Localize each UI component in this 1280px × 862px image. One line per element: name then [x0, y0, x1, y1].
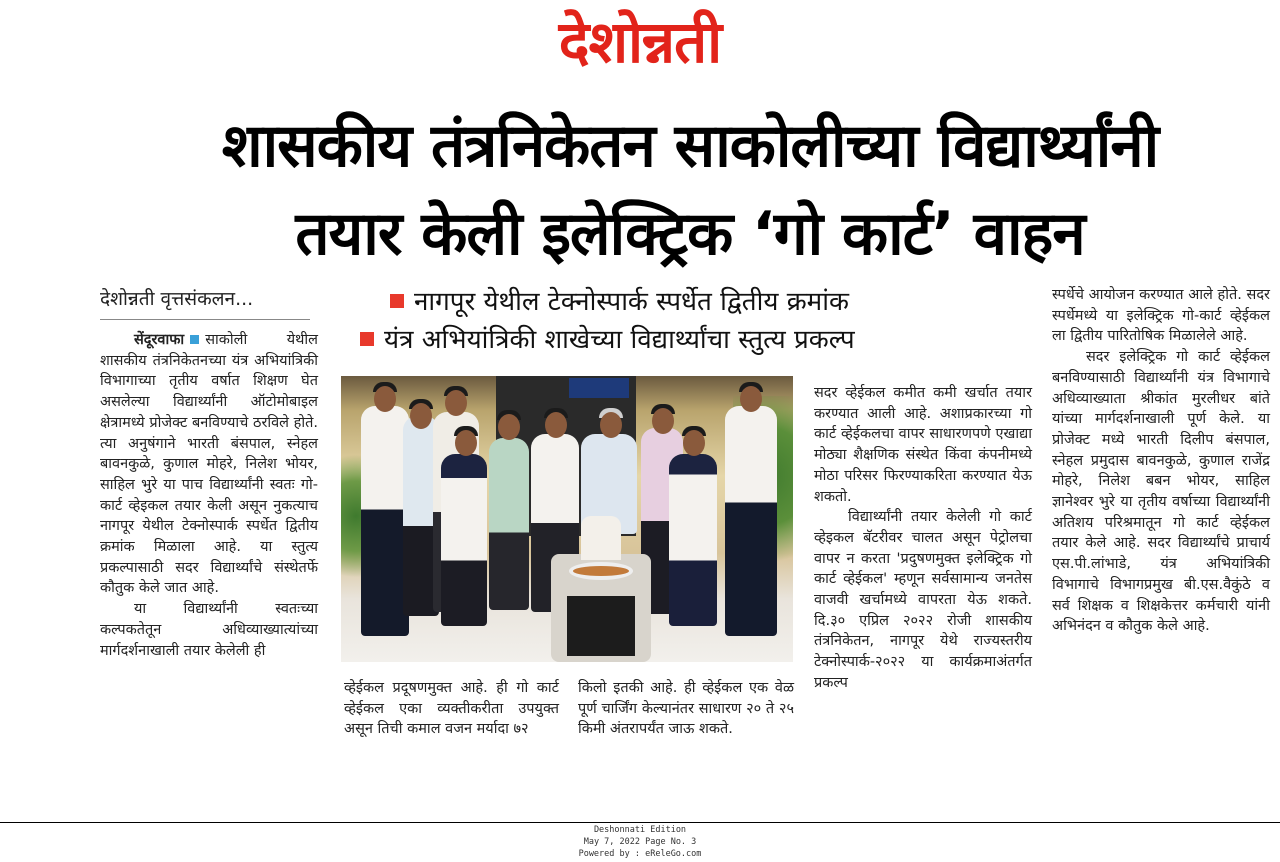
article-column-3	[578, 678, 794, 740]
news-photo	[341, 376, 793, 662]
subheadlines	[360, 283, 1020, 359]
photo-person	[725, 406, 777, 636]
blue-square-bullet-icon	[190, 335, 199, 344]
article-paragraph: सदर इलेक्ट्रिक गो कार्ट व्हेईकल बनविण्यासाठी विद्यार्थ्यांनी यंत्र विभागाचे अधिव्याख्याता श्रीकांत मुरलीधर बांते यांच्या मार्गदर्शनाखाली पूर्ण केले. या प्रोजेक्ट मध्ये भारती दिलीप बंसपाल, स्नेहल प्रमुदास बावनकुळे, कुणाल राजेंद्र मोहरे, निलेश बबन भोयर, साहिल ज्ञानेश्वर भुरे या तृतीय वर्षाच्या विद्यार्थ्यांनी अतिशय परिश्रमातून गो कार्ट व्हेईकल तयार केले आहे. सदर विद्यार्थ्यांचे प्राचार्य एस.पी.लांभाडे, यंत्र अभियांत्रिकी विभागाचे विभागप्रमुख बी.एस.वैकुंठे व सर्व शिक्षक व शिक्षकेत्तर कर्मचारी यांनी अभिनंदन व कौतुक केले आहे.	[1052, 349, 1270, 635]
article-column-4	[814, 383, 1032, 694]
article-paragraph: सदर व्हेईकल कमीत कमी खर्चात तयार करण्यात आली आहे. अशाप्रकारच्या गो कार्ट व्हेईकलचा वापर साधारणपणे एखाद्या मोठ्या शैक्षणिक संस्थेत किंवा कंपनीमध्ये मोठा परिसर फिरण्याकरिता करण्यात येऊ शकतो.	[814, 385, 1032, 505]
article-column-5	[1052, 285, 1270, 637]
footer-edition: Deshonnati Edition	[593, 825, 687, 835]
subheadline-1: नागपूर येथील टेक्नोस्पार्क स्पर्धेत द्वितीय क्रमांक	[360, 283, 1020, 321]
article-paragraph: स्पर्धेचे आयोजन करण्यात आले होते. सदर स्पर्धेमध्ये या इलेक्ट्रिक गो-कार्ट व्हेईकल ला द्वितीय पारितोषिक मिळालेले आहे.	[1052, 287, 1270, 345]
headline-line-2: तयार केली इलेक्ट्रिक ‘गो कार्ट’ वाहन	[295, 199, 1085, 269]
footer-powered-by[interactable]: Powered by : eReleGo.com	[578, 849, 702, 859]
photo-person	[441, 454, 487, 626]
subheadline-2: यंत्र अभियांत्रिकी शाखेच्या विद्यार्थ्यांचा स्तुत्य प्रकल्प	[360, 321, 1020, 359]
red-square-bullet-icon	[360, 332, 374, 346]
article-column-1	[100, 330, 318, 661]
article-paragraph: सेंदूरवाफा साकोली येथील शासकीय तंत्रनिकेतनच्या यंत्र अभियांत्रिकी विभागाच्या तृतीय वर्षात शिक्षण घेत असलेल्या विद्यार्थ्यांनी ऑटोमोबाइल क्षेत्रामध्ये प्रोजेक्ट बनविण्याचे ठरविले होते. त्या अनुषंगाने भारती बंसपाल, स्नेहल बावनकुळे, कुणाल मोहरे, निलेश भोयर, साहिल भुरे या पाच विद्यार्थ्यांनी स्वतः गो-कार्ट व्हेइकल तयार केली असून नुकत्याच नागपूर येथील टेक्नोस्पार्क स्पर्धेत द्वितीय क्रमांक मिळाला आहे. या स्तुत्य प्रकल्पासाठी सदर विद्यार्थ्यांचे संस्थेतर्फे कौतुक केले जात आहे.	[100, 332, 318, 597]
red-square-bullet-icon	[390, 294, 404, 308]
steering-wheel	[569, 562, 633, 580]
footer-date-page: May 7, 2022 Page No. 3	[583, 837, 697, 847]
photo-driver	[581, 516, 621, 560]
article-paragraph: या विद्यार्थ्यांनी स्वतःच्या कल्पकतेतून अधिव्याख्यात्यांच्या मार्गदर्शनाखाली तयार केलेली ही	[100, 601, 318, 659]
masthead-title: देशोन्नती	[558, 8, 722, 76]
photo-person	[669, 454, 717, 626]
dateline: सेंदूरवाफा	[134, 332, 185, 348]
article-paragraph: किलो इतकी आहे. ही व्हेईकल एक वेळ पूर्ण चार्जिंग केल्यानंतर साधारण २० ते २५ किमी अंतरापर्यंत जाऊ शकते.	[578, 680, 794, 738]
headline-line-1: शासकीय तंत्रनिकेतन साकोलीच्या विद्यार्थ्यांनी	[221, 111, 1159, 181]
masthead-logo	[510, 4, 770, 80]
page-footer	[0, 824, 1280, 860]
photo-banner	[569, 378, 629, 398]
photo-person	[489, 438, 529, 610]
photo-person	[361, 406, 409, 636]
headline	[100, 102, 1280, 278]
article-column-2	[344, 678, 559, 740]
article-paragraph: व्हेईकल प्रदूषणमुक्त आहे. ही गो कार्ट व्हेईकल एका व्यक्तीकरीता उपयुक्त असून तिची कमाल वजन मर्यादा ७२	[344, 680, 559, 738]
footer-divider	[0, 822, 1280, 823]
project-sign-board	[567, 596, 635, 656]
byline: देशोन्नती वृत्तसंकलन...	[100, 285, 310, 320]
article-paragraph: विद्यार्थ्यांनी तयार केलेली गो कार्ट व्हेइकल बॅटरीवर चालत असून पेट्रोलचा वापर न करता 'प्रदुषणमुक्त इलेक्ट्रिक गो कार्ट व्हेईकल' म्हणून सर्वसामान्य जनतेस वाजवी खर्चामध्ये वापरता येऊ शकते. दि.३० एप्रिल २०२२ रोजी शासकीय तंत्रनिकेतन, नागपूर येथे राज्यस्तरीय टेक्नोस्पार्क-२०२२ या कार्यक्रमाअंतर्गत प्रकल्प	[814, 509, 1032, 691]
go-kart	[551, 554, 651, 662]
